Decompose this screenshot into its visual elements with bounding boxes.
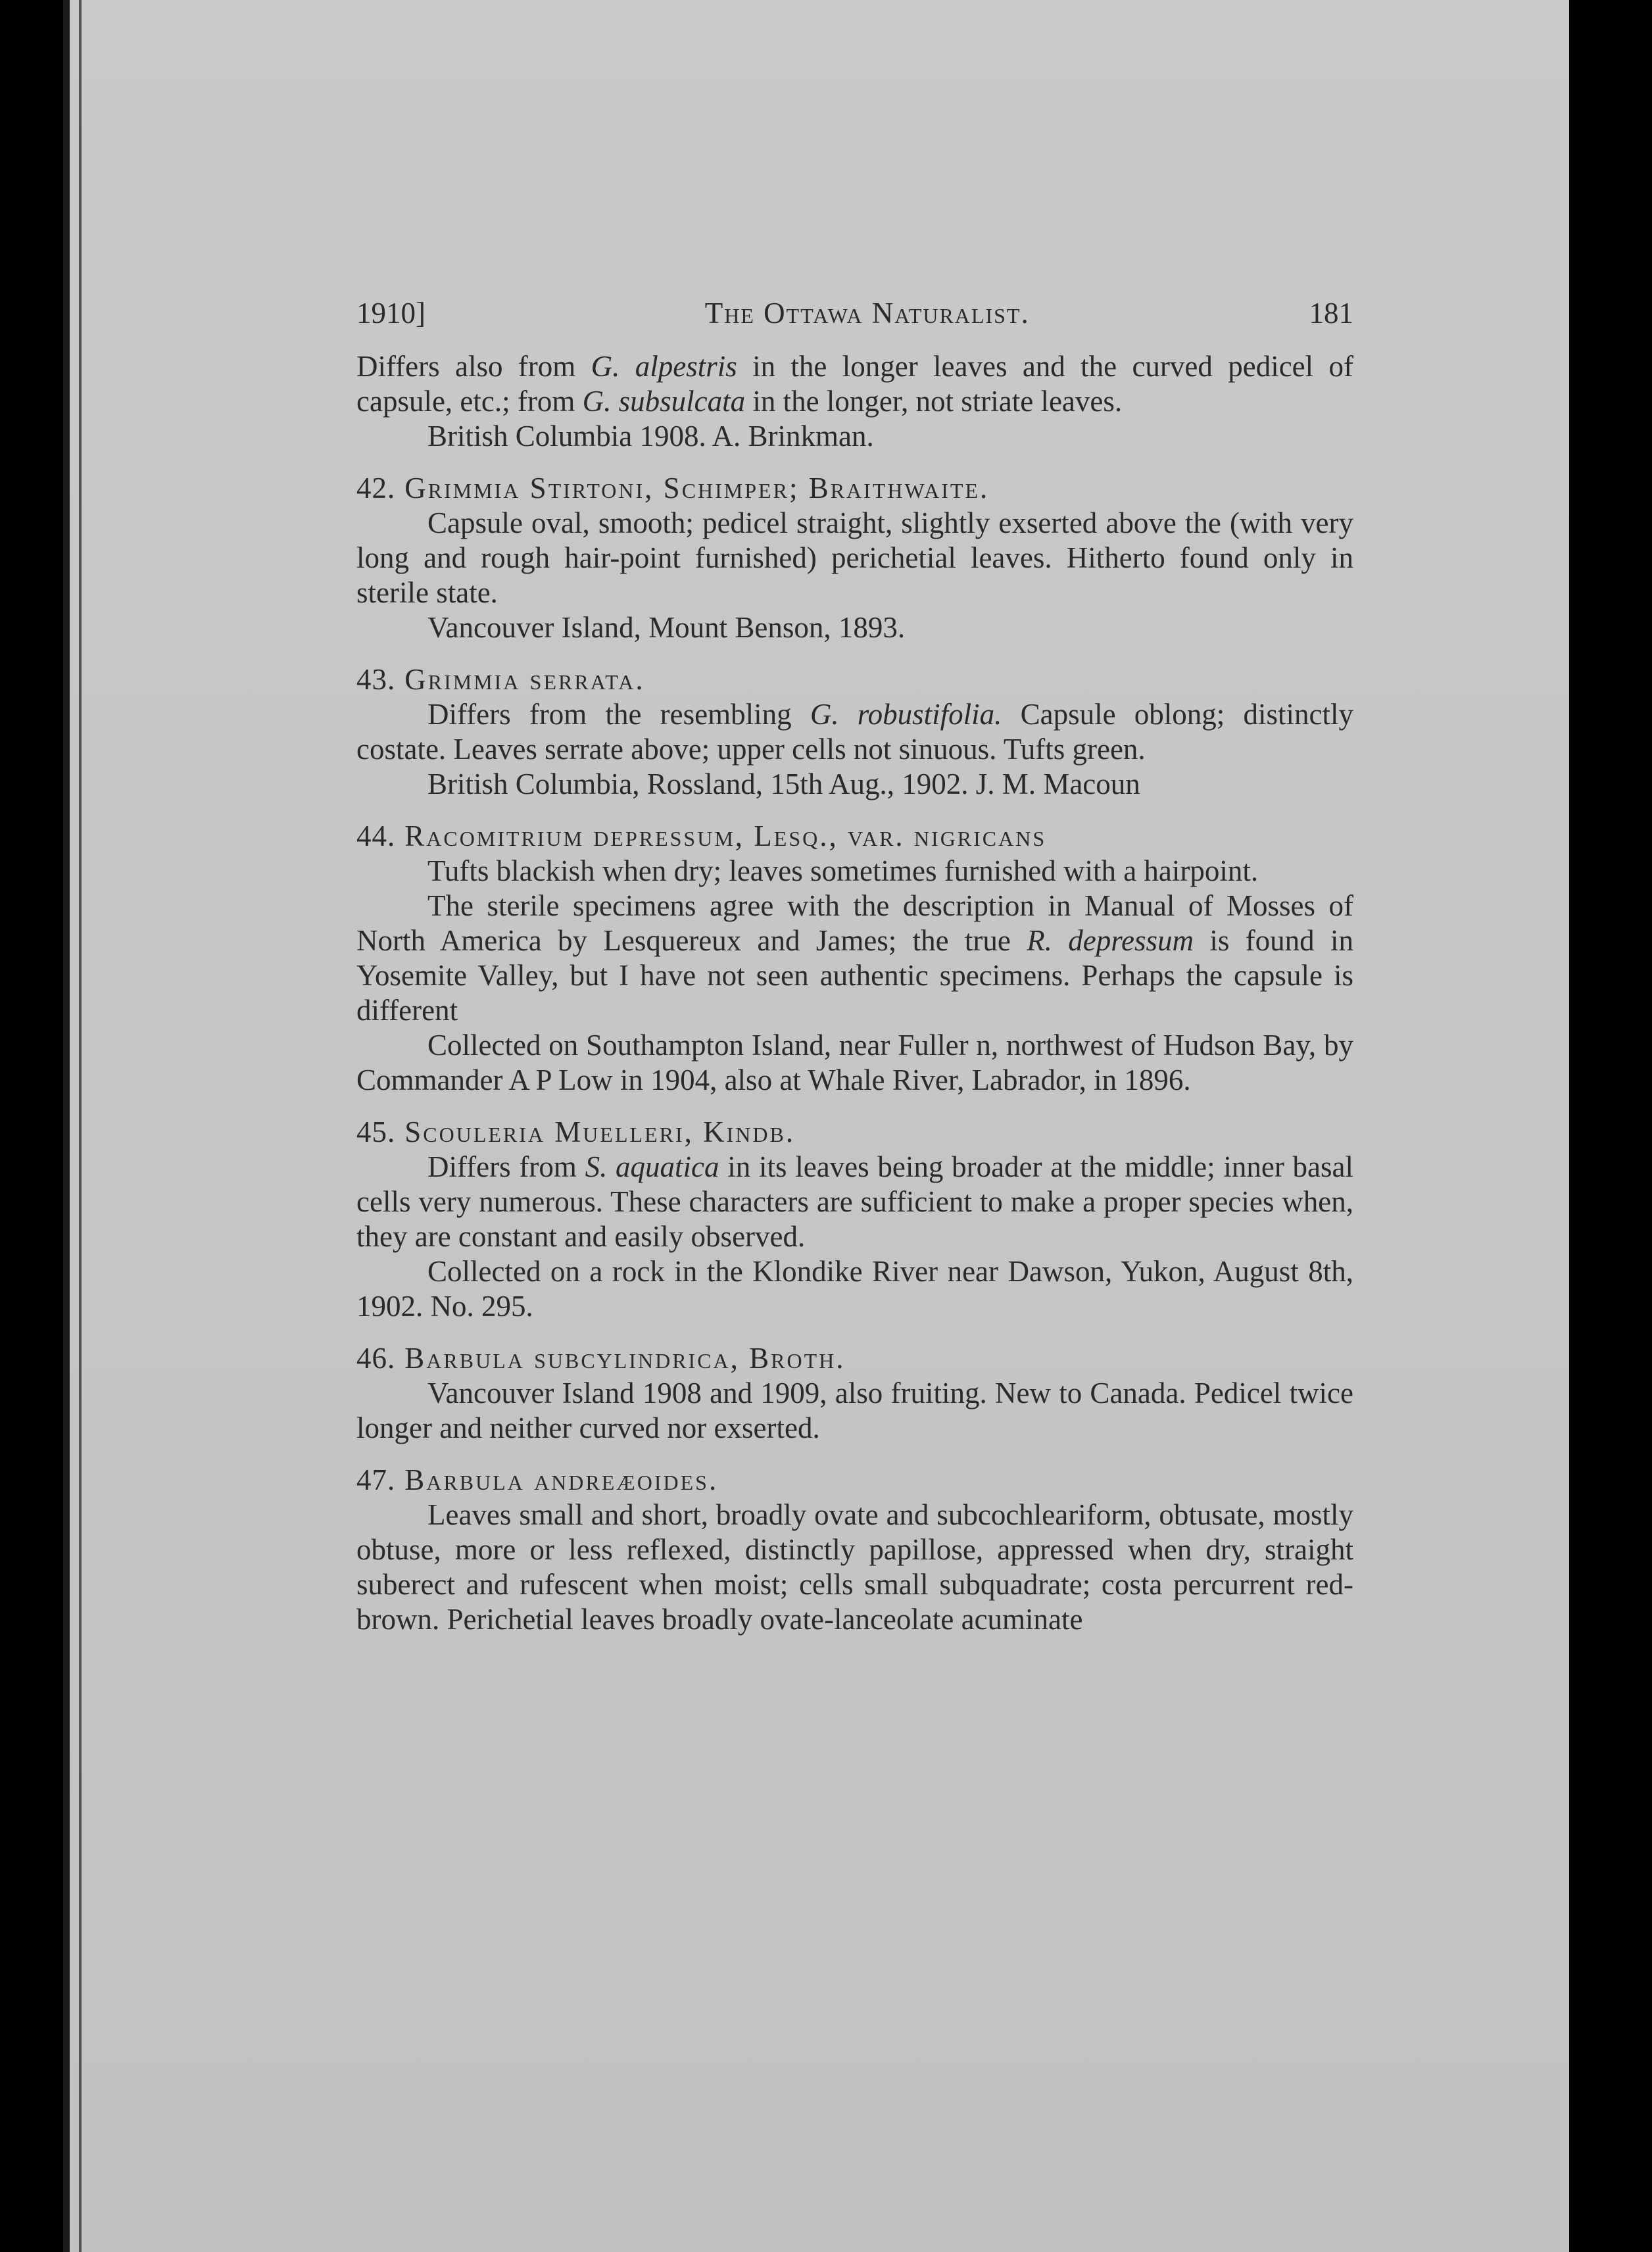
text-span: in its leaves being broader at the middle; inner basal cells very numerous. These characters are sufficient to make a proper species when, they are constant and easily observed.	[356, 1150, 1354, 1253]
text-span: Differs from the resembling	[427, 698, 810, 731]
species-name: G. alpestris	[591, 350, 737, 383]
entry-number: 44.	[356, 820, 396, 852]
entry-number: 45.	[356, 1115, 396, 1148]
header-year: 1910]	[356, 297, 425, 330]
running-head	[356, 296, 1353, 331]
entry-heading	[356, 1341, 1353, 1376]
species-name: R. depressum	[1027, 924, 1194, 957]
entry-description: Capsule oval, smooth; pedicel straight, slightly exserted above the (with very long and rough hair-point furnished) perichetial leaves. Hitherto found only in sterile state.	[356, 506, 1353, 609]
entry-heading	[356, 471, 1353, 506]
entry-name: Barbula subcylindrica, Broth.	[404, 1342, 846, 1375]
locality-line: Vancouver Island, Mount Benson, 1893.	[427, 611, 906, 644]
locality-line: British Columbia, Rossland, 15th Aug., 1902. J. M. Macoun	[427, 768, 1140, 800]
text-span: Differs also from	[356, 350, 591, 383]
entry-heading	[356, 1463, 1353, 1498]
entry-description	[356, 697, 1353, 767]
entry-number: 47.	[356, 1463, 396, 1496]
text-span: Capsule oblong; distinctly costate. Leaves serrate above; upper cells not sinuous. Tufts green.	[356, 698, 1354, 766]
locality-line: British Columbia 1908. A. Brinkman.	[427, 420, 874, 453]
binding-edge	[63, 0, 70, 2252]
journal-title: The Ottawa Naturalist.	[704, 297, 1030, 330]
entry-description	[356, 889, 1353, 1028]
entry-description	[356, 1150, 1353, 1254]
entry-number: 46.	[356, 1342, 396, 1375]
page-number: 181	[1309, 297, 1353, 330]
species-name: G. robustifolia.	[810, 698, 1002, 731]
entry-description: Tufts blackish when dry; leaves sometimes furnished with a hairpoint.	[427, 854, 1259, 887]
species-name: G. subsulcata	[582, 385, 746, 418]
entry-collection-note: Collected on a rock in the Klondike River near Dawson, Yukon, August 8th, 1902. No. 295.	[356, 1255, 1353, 1323]
entry-heading	[356, 819, 1353, 854]
entry-collection-note: Collected on Southampton Island, near Fuller n, northwest of Hudson Bay, by Commander A P Low in 1904, also at Whale River, Labrador, in 1896.	[356, 1029, 1353, 1096]
binding-rule	[79, 0, 82, 2252]
entry-heading	[356, 662, 1353, 697]
page-text	[356, 296, 1353, 1637]
text-span: in the longer, not striate leaves.	[745, 385, 1123, 418]
entry-name: Grimmia serrata.	[404, 663, 645, 696]
text-span: is found in Yosemite Valley, but I have not seen authentic specimens. Perhaps the capsule is different	[356, 924, 1353, 1027]
scanned-page	[63, 0, 1569, 2252]
text-span: The sterile specimens agree with the description in Manual of Mosses of North America by Lesquereux and James; the true	[356, 889, 1353, 957]
entry-name: Grimmia Stirtoni, Schimper; Braithwaite.	[404, 472, 990, 504]
entry-name: Racomitrium depressum, Lesq., var. nigricans	[404, 820, 1047, 852]
entry-description: Vancouver Island 1908 and 1909, also fruiting. New to Canada. Pedicel twice longer and neither curved nor exserted.	[356, 1377, 1353, 1444]
entry-name: Scouleria Muelleri, Kindb.	[404, 1115, 796, 1148]
text-span: in the longer leaves and the curved pedicel of capsule, etc.; from	[356, 350, 1353, 418]
entry-name: Barbula andreæoides.	[404, 1463, 719, 1496]
entry-heading	[356, 1115, 1353, 1150]
entry-number: 43.	[356, 663, 396, 696]
species-name: S. aquatica	[585, 1150, 719, 1183]
entry-number: 42.	[356, 472, 396, 504]
text-span: Differs from	[427, 1150, 585, 1183]
entry-description: Leaves small and short, broadly ovate and subcochleariform, obtusate, mostly obtuse, more or less reflexed, distinctly papillose, appressed when dry, straight suberect and rufescent when moist; cells small subquadrate; costa percurrent red-brown. Perichetial leaves broadly ovate-lanceolate acuminate	[356, 1498, 1353, 1636]
intro-paragraph	[356, 349, 1353, 419]
